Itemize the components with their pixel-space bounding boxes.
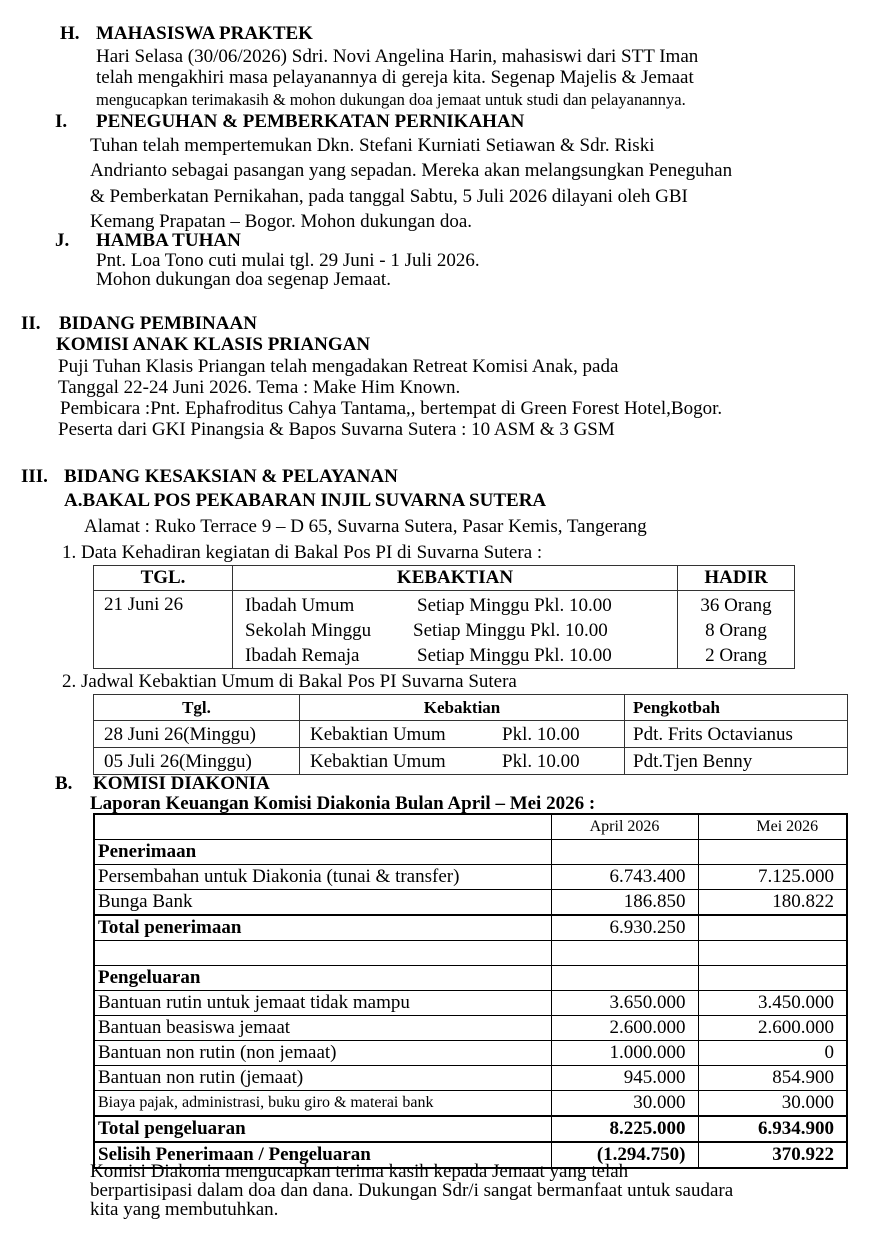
- section-j-letter: J.: [55, 230, 70, 251]
- section-iii-title: BIDANG KESAKSIAN & PELAYANAN: [64, 466, 398, 487]
- schedule-row: 05 Juli 26(Minggu) Kebaktian Umum Pkl. 10.00 Pdt.Tjen Benny: [94, 748, 848, 775]
- section-ii-line: Peserta dari GKI Pinangsia & Bapos Suvarna Sutera : 10 ASM & 3 GSM: [58, 419, 615, 440]
- attendance-header-hadir: HADIR: [678, 566, 795, 591]
- section-b-title: KOMISI DIAKONIA: [93, 773, 270, 794]
- finance-row: Bunga Bank 186.850 180.822: [94, 890, 847, 916]
- section-iii-sub-a: A.BAKAL POS PEKABARAN INJIL SUVARNA SUTERA: [64, 490, 547, 511]
- section-h-title: MAHASISWA PRAKTEK: [96, 23, 313, 44]
- schedule-row: 28 Juni 26(Minggu) Kebaktian Umum Pkl. 10.00 Pdt. Frits Octavianus: [94, 721, 848, 748]
- section-i-line: Tuhan telah mempertemukan Dkn. Stefani Kurniati Setiawan & Sdr. Riski: [90, 135, 655, 156]
- section-i-line: Andrianto sebagai pasangan yang sepadan. Mereka akan melangsungkan Peneguhan: [90, 160, 733, 181]
- section-ii-subtitle: KOMISI ANAK KLASIS PRIANGAN: [56, 334, 371, 355]
- finance-total-out: Total pengeluaran 8.225.000 6.934.900: [94, 1116, 847, 1142]
- section-j-line: Mohon dukungan doa segenap Jemaat.: [96, 269, 391, 290]
- section-j-title: HAMBA TUHAN: [96, 230, 241, 251]
- attendance-header-tgl: TGL.: [94, 566, 233, 591]
- finance-row: Bantuan beasiswa jemaat 2.600.000 2.600.000: [94, 1016, 847, 1041]
- finance-col-april: April 2026: [551, 814, 698, 840]
- finance-row: Bantuan non rutin (jemaat) 945.000 854.900: [94, 1066, 847, 1091]
- section-ii-line: Tanggal 22-24 Juni 2026. Tema : Make Him Known.: [58, 377, 461, 398]
- section-h-line: Hari Selasa (30/06/2026) Sdri. Novi Angelina Harin, mahasiswi dari STT Iman: [96, 46, 699, 67]
- section-b-letter: B.: [55, 773, 73, 794]
- finance-row: Bantuan rutin untuk jemaat tidak mampu 3.650.000 3.450.000: [94, 991, 847, 1016]
- closing-line: Komisi Diakonia mengucapkan terima kasih kepada Jemaat yang telah: [90, 1161, 629, 1182]
- section-h-line: mengucapkan terimakasih & mohon dukungan doa jemaat untuk studi dan pelayanannya.: [96, 90, 686, 109]
- section-iii-number: III.: [21, 466, 48, 487]
- finance-total-in: Total penerimaan 6.930.250: [94, 915, 847, 941]
- schedule-table: [93, 694, 848, 775]
- finance-pengeluaran-heading: Pengeluaran: [94, 966, 551, 991]
- finance-selisih: Selisih Penerimaan / Pengeluaran (1.294.750) 370.922: [94, 1142, 847, 1168]
- attendance-header-kebaktian: KEBAKTIAN: [233, 566, 678, 591]
- section-ii-line: Puji Tuhan Klasis Priangan telah mengadakan Retreat Komisi Anak, pada: [58, 356, 619, 377]
- section-i-line: & Pemberkatan Pernikahan, pada tanggal Sabtu, 5 Juli 2026 dilayani oleh GBI: [90, 186, 688, 207]
- finance-row: Persembahan untuk Diakonia (tunai & transfer) 6.743.400 7.125.000: [94, 865, 847, 890]
- section-ii-line: Pembicara :Pnt. Ephafroditus Cahya Tantama,, bertempat di Green Forest Hotel,Bogor.: [60, 398, 723, 419]
- attendance-table: [93, 565, 795, 669]
- section-h-line: telah mengakhiri masa pelayanannya di gereja kita. Segenap Majelis & Jemaat: [96, 67, 694, 88]
- closing-line: berpartisipasi dalam doa dan dana. Dukungan Sdr/i sangat bermanfaat untuk saudara: [90, 1180, 734, 1201]
- finance-penerimaan-heading: Penerimaan: [94, 840, 551, 865]
- schedule-header-pengkotbah: Pengkotbah: [625, 695, 848, 721]
- schedule-header-kebaktian: Kebaktian: [300, 695, 625, 721]
- attendance-row: Ibadah Umum Setiap Minggu Pkl. 10.00: [245, 595, 612, 616]
- section-h-letter: H.: [60, 23, 80, 44]
- section-ii-title: BIDANG PEMBINAAN: [59, 313, 257, 334]
- section-iii-item1: 1. Data Kehadiran kegiatan di Bakal Pos PI di Suvarna Sutera :: [62, 542, 543, 563]
- section-i-letter: I.: [55, 111, 68, 132]
- report-title: Laporan Keuangan Komisi Diakonia Bulan April – Mei 2026 :: [90, 793, 596, 814]
- finance-col-mei: Mei 2026: [698, 814, 847, 840]
- section-i-title: PENEGUHAN & PEMBERKATAN PERNIKAHAN: [96, 111, 525, 132]
- section-iii-item2: 2. Jadwal Kebaktian Umum di Bakal Pos PI Suvarna Sutera: [62, 671, 517, 692]
- attendance-hadir: 2 Orang: [705, 645, 767, 666]
- finance-row: Bantuan non rutin (non jemaat) 1.000.000 0: [94, 1041, 847, 1066]
- attendance-date: 21 Juni 26: [94, 591, 233, 669]
- section-i-line: Kemang Prapatan – Bogor. Mohon dukungan doa.: [90, 211, 473, 232]
- attendance-row: Ibadah Remaja Setiap Minggu Pkl. 10.00: [245, 645, 612, 666]
- schedule-header-tgl: Tgl.: [94, 695, 300, 721]
- attendance-row: Sekolah Minggu Setiap Minggu Pkl. 10.00: [245, 620, 608, 641]
- attendance-hadir: 36 Orang: [700, 595, 772, 616]
- finance-row: Biaya pajak, administrasi, buku giro & materai bank 30.000 30.000: [94, 1091, 847, 1117]
- closing-line: kita yang membutuhkan.: [90, 1199, 279, 1220]
- finance-table: [93, 813, 848, 1169]
- section-iii-address: Alamat : Ruko Terrace 9 – D 65, Suvarna Sutera, Pasar Kemis, Tangerang: [84, 516, 647, 537]
- section-ii-number: II.: [21, 313, 41, 334]
- section-j-line: Pnt. Loa Tono cuti mulai tgl. 29 Juni - 1 Juli 2026.: [96, 250, 480, 271]
- attendance-hadir: 8 Orang: [705, 620, 767, 641]
